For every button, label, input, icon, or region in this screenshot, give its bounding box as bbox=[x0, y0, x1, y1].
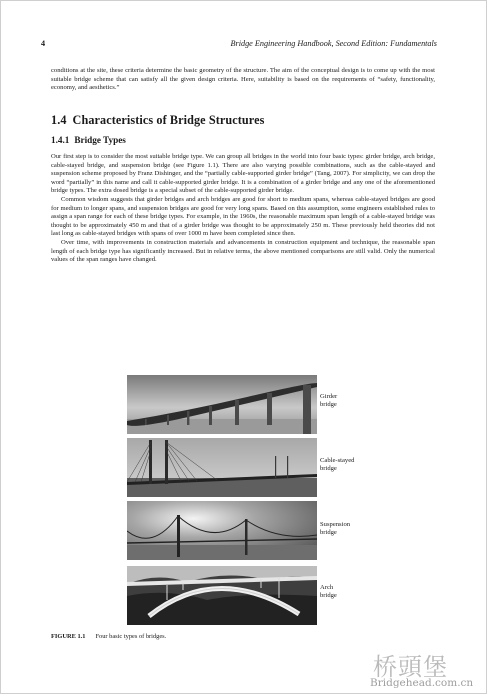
photo-label: Arch bridge bbox=[320, 584, 337, 600]
paragraph: Common wisdom suggests that girder bridges and arch bridges are good for short to medium spans, whereas cable-stayed bridges are good for medium to longer spans, and suspension bridges are good for very long spans. Based on this assumption, some engineers established rules to assign a span range for each of these bridge types. For example, in the 1960s, the reasonable maximum span length of a cable-stayed bridge was thought to be approximately 450 m and that of a girder bridge was thought to be approximately 250 m. These previously held theories did not last long as cable-stayed bridges with spans of over 1000 m have been completed since then. bbox=[51, 195, 435, 238]
photo-label: Suspension bridge bbox=[320, 521, 351, 537]
photo-label: Cable-stayed bridge bbox=[320, 457, 355, 473]
figure-caption bbox=[51, 633, 166, 640]
suspension-bridge-photo bbox=[127, 501, 317, 560]
subsection-number: 1.4.1 bbox=[51, 135, 70, 145]
figure-caption-text: Four basic types of bridges. bbox=[95, 633, 167, 640]
watermark-url: Bridgehead.com.cn bbox=[370, 677, 474, 689]
intro-text bbox=[51, 67, 435, 93]
cable-stayed-bridge-photo bbox=[127, 438, 317, 497]
watermark-logo: 桥頭堡 bbox=[373, 653, 448, 681]
girder-bridge-photo bbox=[127, 375, 317, 434]
running-title: Bridge Engineering Handbook, Second Edition: Fundamentals bbox=[230, 39, 437, 48]
paragraph: Over time, with improvements in construction materials and advancements in construction equipment and technique, the reasonable span length of each bridge type has significantly increased. But in relative terms, the above mentioned comparisons are still valid. Only the numerical values of the span ranges have changed. bbox=[51, 238, 435, 264]
subsection-heading bbox=[51, 135, 126, 145]
figure-label: FIGURE 1.1 bbox=[51, 633, 86, 640]
subsection-title: Bridge Types bbox=[74, 135, 126, 145]
paragraph: Our first step is to consider the most suitable bridge type. We can group all bridges in the world into four basic types: girder bridge, arch bridge, cable-stayed bridge, and suspension bridge (see Figure 1.1). There are also varying possible combinations, such as the cable-stayed and suspension scheme proposed by Franz Dishinger, and the “partially cable-supported girder bridge” (Tang, 2007). For simplicity, we can drop the word “partially” in this name and call it cable-supported girder bridge. It is a combination of a girder bridge and any one of the aforementioned bridge types. The extra dosed bridge is a special subset of the cable-supported girder bridge. bbox=[51, 153, 435, 195]
page-number: 4 bbox=[41, 39, 46, 48]
section-title: Characteristics of Bridge Structures bbox=[72, 113, 265, 127]
arch-bridge-photo bbox=[127, 566, 317, 625]
section-heading bbox=[51, 113, 264, 128]
photo-label: Girder bridge bbox=[320, 393, 338, 409]
section-body bbox=[51, 153, 435, 265]
intro-paragraph: conditions at the site, these criteria determine the basic geometry of the structure. The aim of the conceptual design is to come up with the most suitable bridge scheme that can satisfy all the given design criteria. Here, suitability is based on the requirements of “safety, functionality, economy, and aesthetics.” bbox=[51, 67, 435, 92]
section-number: 1.4 bbox=[51, 113, 67, 127]
running-header bbox=[41, 39, 437, 48]
